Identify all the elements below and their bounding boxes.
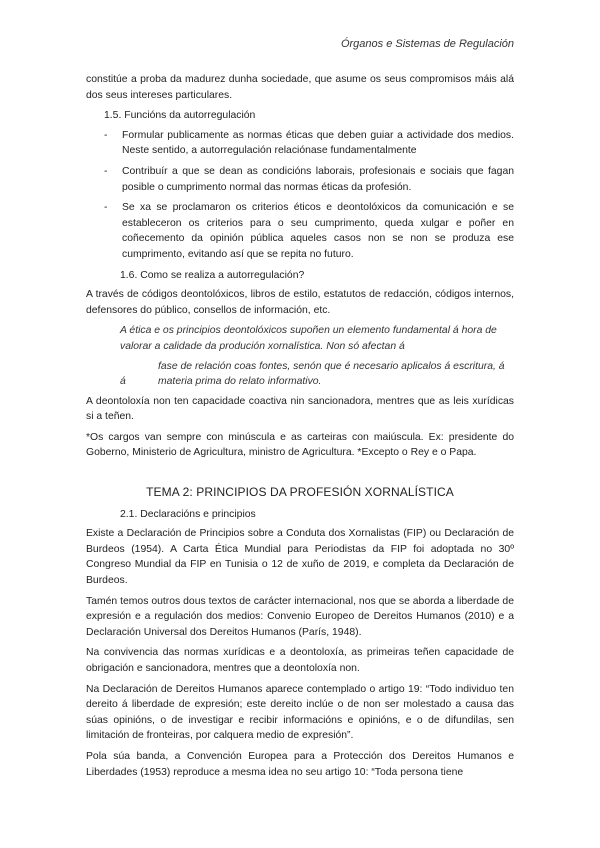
tema-2-paragraph: Tamén temos outros dous textos de carácter internacional, nos que se aborda a liberdade de expresión e a regulación dos medios: Convenio Europeo de Dereitos Humanos (2010) e a Declaración Universal dos Dereitos Humanos (París, 1948). [86, 595, 514, 638]
intro-paragraph: constitúe a proba da madurez dunha sociedade, que asume os seus compromisos máis alá dos seus intereses particulares. [86, 74, 514, 101]
section-1-6-paragraph: A través de códigos deontolóxicos, libros de estilo, estatutos de redacción, códigos internos, defensores do público, consellos de información, etc. [86, 289, 514, 316]
page-content [86, 72, 514, 785]
tema-2-paragraph: Na Declaración de Dereitos Humanos aparece contemplado o artigo 19: “Todo individuo ten dereito á liberdade de expresión; este dereito inclúe o de non ser molestado a causa das súas opinións, o de investigar e recibir informacións e opinións, e o de difundilas, sen limitación de fronteiras, por calquera medio de expresión”. [86, 683, 514, 742]
section-1-5-list [86, 128, 514, 263]
section-1-6-heading: 1.6. Como se realiza a autorregulación? [120, 269, 305, 281]
list-item: - Formular publicamente as normas éticas que deben guiar a actividade dos medios. Neste sentido, a autorregulación relaciónase fundamentalmente [86, 128, 514, 159]
tema-2-paragraph: Na convivencia das normas xurídicas e a deontoloxía, as primeiras teñen capacidade de obrigación e sancionadora, mentres que a deontoloxía non. [86, 647, 514, 674]
style-note: *Os cargos van sempre con minúscula e as carteiras con maiúscula. Ex: presidente do Goberno, Ministerio de Agricultura, ministro de Agricultura. *Excepto o Rey e o Papa. [86, 431, 514, 459]
list-item: - Se xa se proclamaron os criterios éticos e deontolóxicos da comunicación e se estableceron os criterios para o seu cumprimento, queda xulgar e poñer en coñecemento da opinión pública aqueles casos non se non se produza ese cumprimento, evitando así que se repita no futuro. [86, 200, 514, 262]
section-2-1-heading: 2.1. Declaracións e principios [120, 508, 256, 520]
quote-lead: á [120, 376, 126, 388]
tema-2-paragraph: Existe a Declaración de Principios sobre a Conduta dos Xornalistas (FIP) ou Declaración de Burdeos (1954). A Carta Ética Mundial para Periodistas da FIP foi adoptada no 30º Congreso Mundial da FIP en Tunisia o 12 de xuño de 2019, e completa da Declaración de Burdeos. [86, 528, 514, 587]
quote-line-2 [86, 359, 514, 390]
quote-line-2-text: fase de relación coas fontes, senón que é necesario aplicalos á escritura, á materia prima do relato informativo. [158, 360, 505, 388]
tema-2-paragraph: Pola súa banda, a Convención Europea para a Protección dos Dereitos Humanos e Liberdades (1953) reproduce a mesma idea no seu artigo 10: “Toda persona tiene [86, 750, 514, 778]
section-1-5-heading: 1.5. Funcións da autorregulación [104, 110, 256, 122]
section-1-6-paragraph-2: A deontoloxía non ten capacidade coactiva nin sancionadora, mentres que as leis xurídicas si a teñen. [86, 395, 514, 423]
tema-2-title: TEMA 2: PRINCIPIOS DA PROFESIÓN XORNALÍSTICA [146, 485, 454, 500]
list-item: - Contribuír a que se dean as condicións laborais, profesionais e sociais que fagan posible o cumprimento normal das normas éticas da profesión. [86, 164, 514, 195]
running-header: Órganos e Sistemas de Regulación [340, 38, 514, 50]
quote-line-1: A ética e os principios deontolóxicos supoñen un elemento fundamental á hora de valorar a calidade da produción xornalística. Non só afectan á [120, 325, 497, 352]
